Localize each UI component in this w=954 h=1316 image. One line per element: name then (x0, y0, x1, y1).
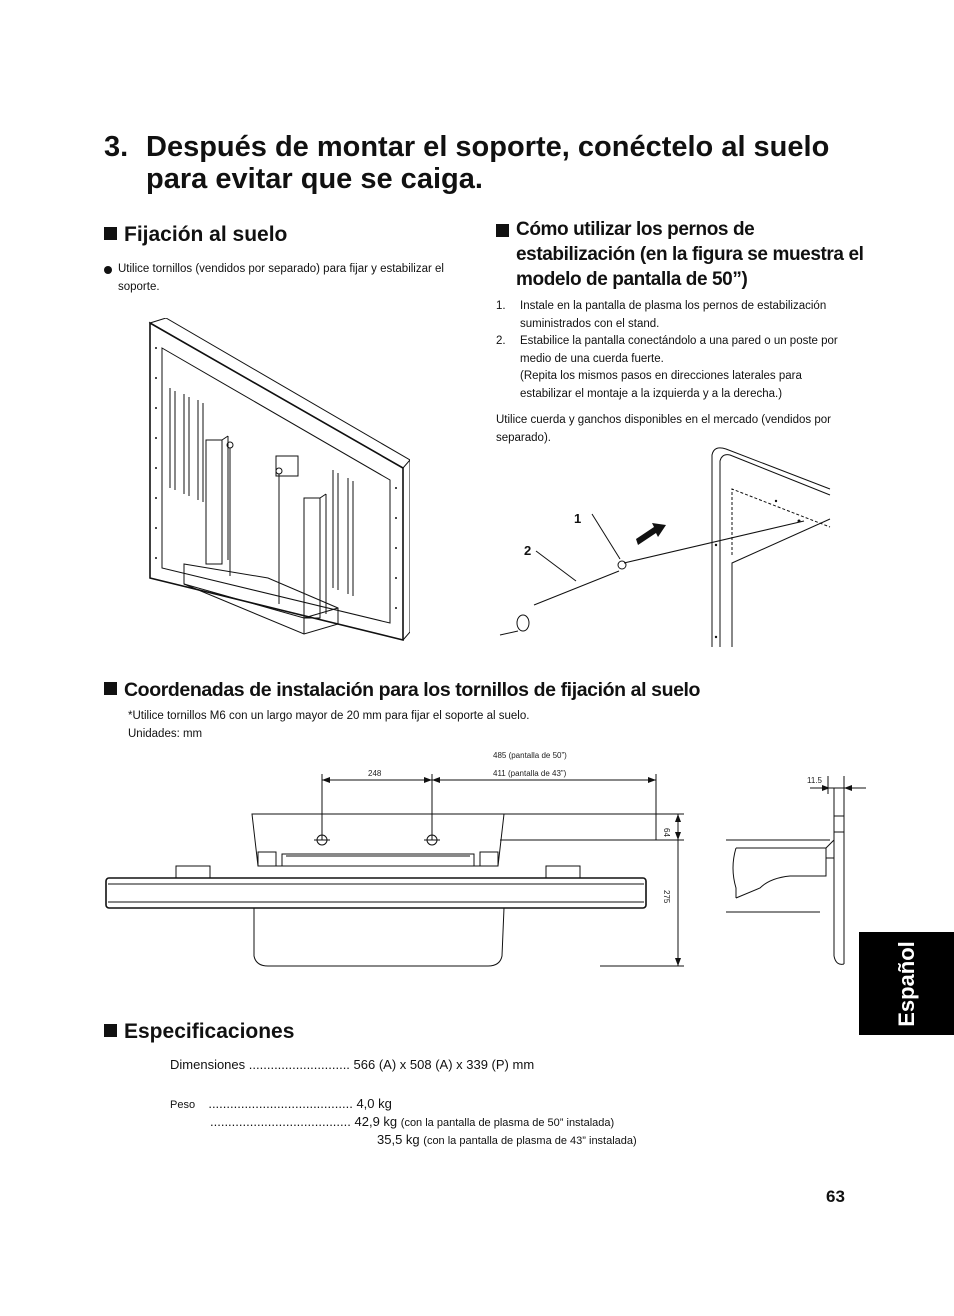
spec-peso-label: Peso (170, 1099, 196, 1111)
step-1 (496, 298, 856, 333)
step-2-number: 2. (496, 335, 506, 347)
spec-peso-43 (377, 1132, 637, 1147)
heading-especificaciones-text: Especificaciones (124, 1020, 295, 1043)
spec-peso (170, 1096, 392, 1111)
heading-pernos-text: Cómo utilizar los pernos de estabilización (en la figura se muestra el modelo de pantalla de 50”) (516, 219, 864, 290)
dim-248: 248 (368, 769, 382, 778)
dim-411: 411 (pantalla de 43”) (493, 769, 567, 778)
square-bullet-icon (104, 1024, 117, 1037)
coordenadas-units: Unidades: mm (128, 728, 203, 740)
square-bullet-icon (104, 227, 117, 240)
heading-fijacion (104, 222, 287, 248)
anchor-illustration (494, 445, 834, 647)
dim-485: 485 (pantalla de 50”) (493, 751, 567, 760)
heading-coordenadas-text: Coordenadas de instalación para los tornillos de fijación al suelo (124, 679, 701, 701)
title-text: Después de montar el soporte, conéctelo al suelo para evitar que se caiga. (146, 131, 830, 195)
fijacion-bullet-text: Utilice tornillos (vendidos por separado) para fijar y estabilizar el soporte. (118, 263, 444, 293)
coordenadas-note: *Utilice tornillos M6 con un largo mayor de 20 mm para fijar el soporte al suelo. (128, 710, 530, 722)
spec-row3-value: 35,5 kg (377, 1132, 420, 1147)
dim-64: 64 (662, 828, 671, 837)
title-number: 3. (104, 131, 129, 163)
fijacion-bullet (104, 261, 482, 296)
step-2 (496, 333, 856, 403)
coordinates-diagram (100, 748, 870, 970)
heading-pernos (496, 217, 866, 292)
bullet-dot-icon (104, 266, 112, 274)
heading-fijacion-text: Fijación al suelo (124, 223, 288, 246)
pernos-steps (496, 298, 856, 403)
page-title (104, 131, 884, 195)
step-1-text: Instale en la pantalla de plasma los pernos de estabilización suministrados con el stand. (520, 300, 827, 330)
spec-peso-50 (210, 1114, 614, 1129)
step-2-text: Estabilice la pantalla conectándolo a una pared o un poste por medio de una cuerda fuerte. (520, 335, 838, 365)
step-1-number: 1. (496, 300, 506, 312)
spec-dimensiones (170, 1057, 534, 1072)
spec-row2-value: 42,9 kg (354, 1114, 398, 1129)
spec-dim-value: 566 (A) x 508 (A) x 339 (P) mm (353, 1057, 535, 1072)
stand-illustration (148, 318, 410, 648)
spec-dim-label: Dimensiones (170, 1057, 246, 1072)
step-2-note: (Repita los mismos pasos en direcciones laterales para estabilizar el montaje a la izquierda y a la derecha.) (520, 370, 802, 400)
language-tab (859, 932, 954, 1035)
spec-row2-note: (con la pantalla de plasma de 50” instalada) (400, 1117, 615, 1129)
pernos-note: Utilice cuerda y ganchos disponibles en el mercado (vendidos por separado). (496, 414, 831, 444)
square-bullet-icon (496, 224, 509, 237)
spec-peso-dots: ........................................ (208, 1096, 353, 1111)
callout-1: 1 (574, 511, 582, 526)
heading-especificaciones (104, 1019, 294, 1045)
callout-2: 2 (524, 543, 532, 558)
spec-peso-value: 4,0 kg (356, 1096, 392, 1111)
spec-row2-dots: ....................................... (210, 1114, 351, 1129)
heading-coordenadas (104, 678, 864, 703)
spec-dim-dots: ............................ (248, 1057, 350, 1072)
dim-11-5: 11.5 (807, 776, 822, 785)
dim-275: 275 (662, 890, 671, 904)
page-number: 63 (826, 1187, 845, 1206)
language-tab-text: Español (893, 940, 919, 1027)
square-bullet-icon (104, 682, 117, 695)
spec-row3-note: (con la pantalla de plasma de 43” instalada) (423, 1135, 637, 1147)
